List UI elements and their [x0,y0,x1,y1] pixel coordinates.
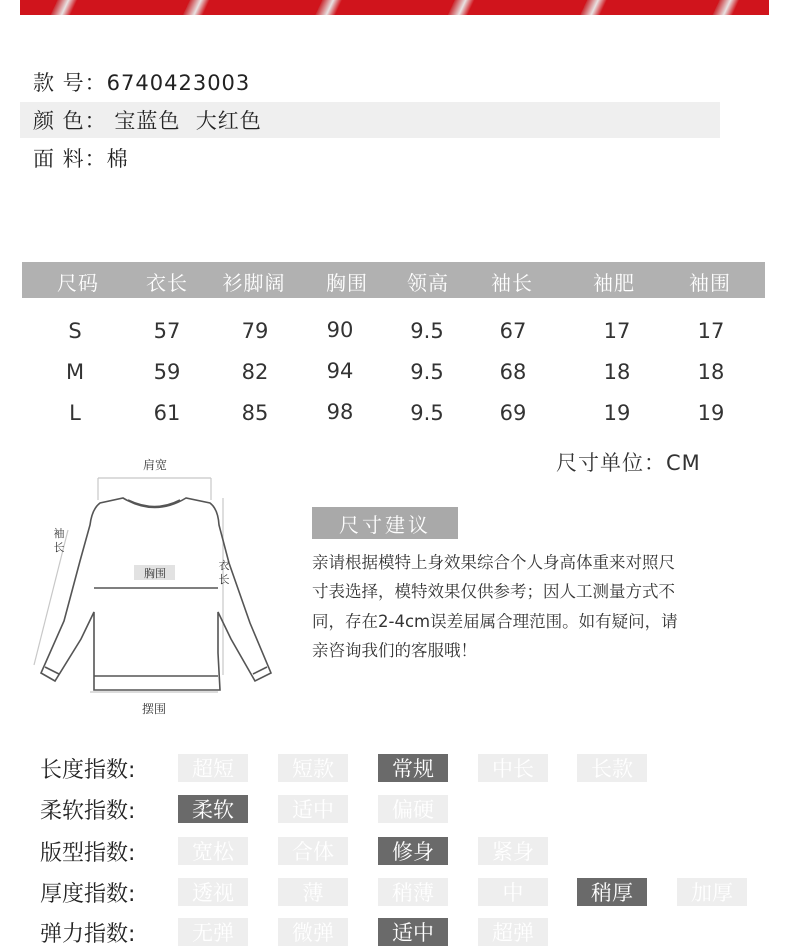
fit-option: 紧身 [478,837,548,865]
table-cell: 9.5 [410,401,444,425]
color-options: 颜 色： 宝蓝色 大红色 [33,109,262,133]
table-cell: 59 [153,360,181,384]
table-cell: 19 [697,401,725,425]
softness-option: 偏硬 [378,795,448,823]
fit-index-label: 版型指数: [40,841,136,866]
size-advice-text [312,548,732,665]
header-sleeve-cuff: 袖围 [689,271,731,295]
header-hem-width: 衫脚阔 [222,271,286,295]
advice-line: 亲请根据模特上身效果综合个人身高体重来对照尺 [312,553,675,572]
chest-label: 胸围 [144,567,166,580]
stretch-option: 无弹 [178,918,248,946]
table-cell: 17 [603,319,631,343]
sweater-outline [41,498,271,690]
length-option: 短款 [278,754,348,782]
table-cell: 19 [603,401,631,425]
sleeve-label-bottom: 长 [53,541,65,554]
garment-measurement-diagram [28,455,283,720]
table-cell: 79 [241,319,269,343]
stretch-option-selected: 适中 [378,918,448,946]
size-table [22,262,765,425]
thickness-option: 稍薄 [378,878,448,906]
table-cell: 18 [603,360,631,384]
table-cell: 69 [499,401,527,425]
length-index-row [40,752,780,784]
thickness-index-row [40,876,780,908]
thickness-option: 薄 [278,878,348,906]
hem-label: 摆围 [141,702,167,716]
length-index-label: 长度指数: [40,758,136,783]
color-row [20,102,720,138]
stretch-index-label: 弹力指数: [40,922,136,947]
size-advice-title: 尺寸建议 [312,507,458,539]
table-row [22,360,765,396]
table-cell: 57 [153,319,181,343]
header-sleeve-width: 袖肥 [593,271,635,295]
table-row [22,319,765,355]
advice-line: 寸表选择，模特效果仅供参考；因人工测量方式不 [312,582,675,602]
fabric-row [20,140,720,176]
fit-option: 合体 [278,837,348,865]
product-photo-strip [20,0,769,15]
advice-line: 同，存在2-4cm误差届属合理范围。如有疑问，请 [312,611,678,631]
header-sleeve-len: 袖长 [491,271,533,295]
table-cell: 98 [326,400,354,424]
style-number-row [20,64,720,100]
table-cell: M [65,360,85,384]
table-cell: L [69,401,81,425]
table-cell: S [68,319,82,343]
thickness-option: 加厚 [677,878,747,906]
style-number: 款 号：6740423003 [33,71,251,95]
thickness-index-label: 厚度指数: [40,882,136,907]
header-chest: 胸围 [326,271,368,295]
length-option: 超短 [178,754,248,782]
table-row [22,401,765,437]
softness-index-label: 柔软指数: [40,799,136,824]
table-cell: 68 [499,360,527,384]
stretch-option: 微弹 [278,918,348,946]
table-cell: 61 [153,401,181,425]
table-cell: 67 [499,319,527,343]
table-cell: 85 [241,401,269,425]
thickness-option-selected: 稍厚 [577,878,647,906]
table-cell: 90 [326,318,354,342]
table-cell: 9.5 [410,319,444,343]
shoulder-label: 肩宽 [142,458,168,472]
table-cell: 9.5 [410,360,444,384]
length-option-selected: 常规 [378,754,448,782]
softness-option-selected: 柔软 [178,795,248,823]
fit-option: 宽松 [178,837,248,865]
table-cell: 18 [697,360,725,384]
fabric: 面 料：棉 [33,147,129,171]
table-cell: 82 [241,360,269,384]
size-unit: 尺寸单位：CM [556,451,701,475]
thickness-option: 透视 [178,878,248,906]
thickness-option: 中 [478,878,548,906]
fit-index-row [40,835,780,867]
fit-option-selected: 修身 [378,837,448,865]
advice-line: 亲咨询我们的客服哦！ [312,640,477,660]
header-size: 尺码 [57,271,99,295]
measurement-guides [34,478,223,692]
stretch-option: 超弹 [478,918,548,946]
length-option: 中长 [478,754,548,782]
table-cell: 94 [326,359,354,383]
softness-option: 适中 [278,795,348,823]
length-option: 长款 [577,754,647,782]
length-label-top: 衣 [218,559,230,572]
size-table-header [22,262,765,298]
header-collar: 领高 [407,271,449,295]
header-length: 衣长 [146,271,188,295]
length-label-bottom: 长 [218,573,230,586]
softness-index-row [40,793,780,825]
table-cell: 17 [697,319,725,343]
stretch-index-row [40,916,780,948]
sleeve-label-top: 袖 [53,527,65,540]
